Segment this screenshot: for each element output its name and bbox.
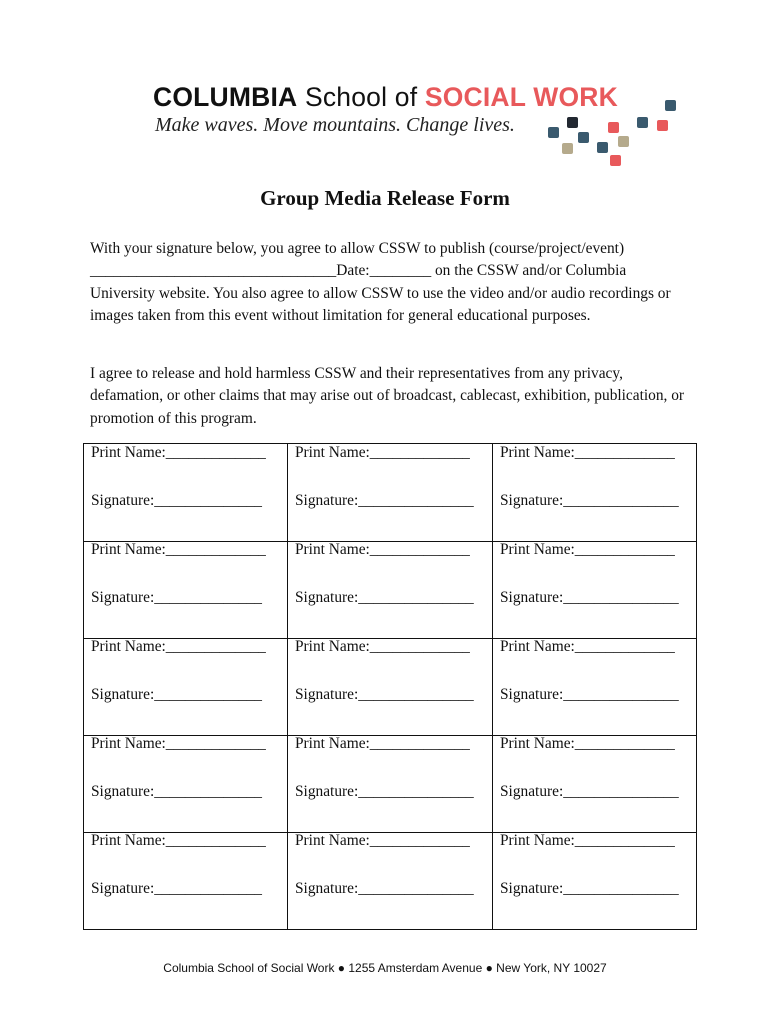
print-name-field[interactable]: Print Name:_____________ <box>91 638 266 655</box>
signature-row <box>84 541 696 639</box>
logo-dot <box>657 120 668 131</box>
print-name-field[interactable]: Print Name:_____________ <box>500 444 675 461</box>
signature-row <box>84 638 696 736</box>
logo-social-work: SOCIAL WORK <box>424 82 618 112</box>
signature-row <box>84 444 696 542</box>
print-name-field[interactable]: Print Name:_____________ <box>91 832 266 849</box>
signature-field[interactable]: Signature:______________ <box>91 880 262 897</box>
logo-dots-icon <box>540 95 680 175</box>
signature-field[interactable]: Signature:_______________ <box>500 783 679 800</box>
logo-tagline: Make waves. Move mountains. Change lives. <box>155 114 515 136</box>
signature-field[interactable]: Signature:_______________ <box>295 686 474 703</box>
signature-cell <box>492 735 697 832</box>
logo-dot <box>548 127 559 138</box>
signature-cell <box>492 541 697 638</box>
footer-address: Columbia School of Social Work ● 1255 Amsterdam Avenue ● New York, NY 10027 <box>163 961 607 975</box>
signature-cell <box>84 444 287 541</box>
print-name-field[interactable]: Print Name:_____________ <box>500 735 675 752</box>
signature-field[interactable]: Signature:_______________ <box>295 492 474 509</box>
signature-row <box>84 735 696 833</box>
print-name-field[interactable]: Print Name:_____________ <box>91 444 266 461</box>
signature-field[interactable]: Signature:______________ <box>91 589 262 606</box>
print-name-field[interactable]: Print Name:_____________ <box>295 444 470 461</box>
signature-field[interactable]: Signature:______________ <box>91 783 262 800</box>
signature-cell <box>287 541 493 638</box>
signature-field[interactable]: Signature:______________ <box>91 686 262 703</box>
signature-cell <box>84 832 287 929</box>
signature-field[interactable]: Signature:_______________ <box>295 589 474 606</box>
logo-dot <box>597 142 608 153</box>
logo-dot <box>610 155 621 166</box>
signature-field[interactable]: Signature:_______________ <box>295 880 474 897</box>
page-title: Group Media Release Form <box>260 186 510 210</box>
logo-dot <box>578 132 589 143</box>
logo-dot <box>618 136 629 147</box>
signature-cell <box>84 541 287 638</box>
signature-field[interactable]: Signature:_______________ <box>500 686 679 703</box>
signature-cell <box>287 444 493 541</box>
signature-field[interactable]: Signature:______________ <box>91 492 262 509</box>
logo-dot <box>665 100 676 111</box>
signature-field[interactable]: Signature:_______________ <box>500 589 679 606</box>
signature-cell <box>492 832 697 929</box>
print-name-field[interactable]: Print Name:_____________ <box>295 735 470 752</box>
release-paragraph: I agree to release and hold harmless CSSW and their representatives from any privacy, defamation, or other claims that may arise out of broadcast, cablecast, exhibition, publication, or promotion of this program. <box>90 365 685 427</box>
print-name-field[interactable]: Print Name:_____________ <box>295 541 470 558</box>
logo-columbia: COLUMBIA <box>153 82 298 112</box>
logo-school-of: School of <box>304 82 418 112</box>
print-name-field[interactable]: Print Name:_____________ <box>500 541 675 558</box>
consent-paragraph: With your signature below, you agree to allow CSSW to publish (course/project/event) ________________________________Date:________ on the CSSW and/or Columbia University website. You also agree to allow CSSW to use the video and/or audio recordings or images taken from this event without limitation for general educational purposes. <box>90 240 671 325</box>
print-name-field[interactable]: Print Name:_____________ <box>295 638 470 655</box>
signature-field[interactable]: Signature:_______________ <box>295 783 474 800</box>
signature-row <box>84 832 696 929</box>
signature-cell <box>287 832 493 929</box>
signature-cell <box>84 638 287 735</box>
signature-field[interactable]: Signature:_______________ <box>500 880 679 897</box>
print-name-field[interactable]: Print Name:_____________ <box>295 832 470 849</box>
signature-table <box>83 443 697 930</box>
logo-dot <box>562 143 573 154</box>
logo-dot <box>608 122 619 133</box>
logo-dot <box>567 117 578 128</box>
print-name-field[interactable]: Print Name:_____________ <box>500 832 675 849</box>
signature-cell <box>492 638 697 735</box>
signature-cell <box>84 735 287 832</box>
signature-cell <box>492 444 697 541</box>
print-name-field[interactable]: Print Name:_____________ <box>91 541 266 558</box>
logo-dot <box>637 117 648 128</box>
print-name-field[interactable]: Print Name:_____________ <box>91 735 266 752</box>
signature-cell <box>287 638 493 735</box>
print-name-field[interactable]: Print Name:_____________ <box>500 638 675 655</box>
signature-cell <box>287 735 493 832</box>
signature-field[interactable]: Signature:_______________ <box>500 492 679 509</box>
